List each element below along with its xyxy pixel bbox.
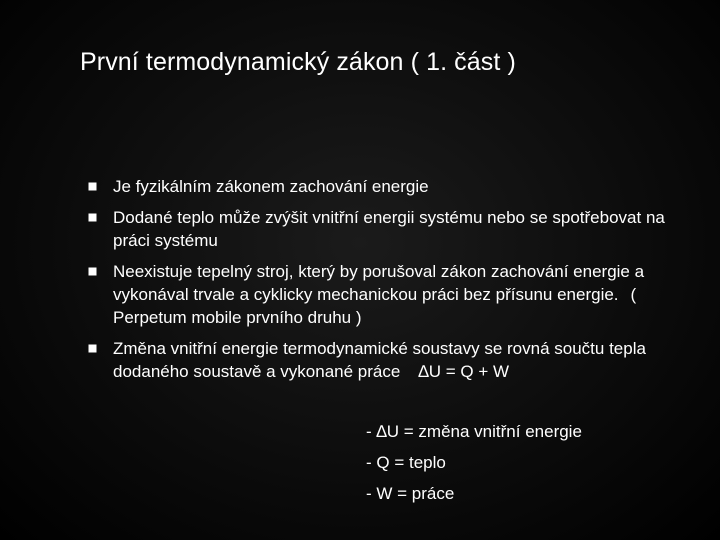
- square-bullet-icon: [88, 182, 97, 191]
- bullet-item: [88, 175, 688, 198]
- bullet-list: [88, 175, 688, 391]
- bullet-text: Neexistuje tepelný stroj, který by porušoval zákon zachování energie a vykonával trvale a cyklicky mechanickou práci bez přísunu energie.: [113, 262, 645, 304]
- bullet-text: Změna vnitřní energie termodynamické soustavy se rovná součtu tepla dodaného soustavě a vykonané práce: [113, 339, 646, 381]
- square-bullet-icon: [88, 213, 97, 222]
- definition-w: - W = práce: [366, 484, 455, 503]
- bullet-item: [88, 337, 688, 383]
- definition-q: - Q = teplo: [366, 453, 446, 472]
- definition-delta-u: - ∆U = změna vnitřní energie: [366, 422, 582, 441]
- bullet-item: [88, 260, 688, 329]
- bullet-text: Je fyzikálním zákonem zachování energie: [113, 177, 429, 196]
- definition-list: [366, 420, 582, 513]
- bullet-item: [88, 206, 688, 252]
- bullet-note: ( Perpetum mobile prvního druhu ): [113, 285, 637, 327]
- square-bullet-icon: [88, 267, 97, 276]
- energy-formula: ∆U = Q + W: [418, 362, 510, 381]
- slide-title: První termodynamický zákon ( 1. část ): [80, 48, 516, 76]
- square-bullet-icon: [88, 344, 97, 353]
- bullet-text: Dodané teplo může zvýšit vnitřní energii systému nebo se spotřebovat na práci systému: [113, 208, 665, 250]
